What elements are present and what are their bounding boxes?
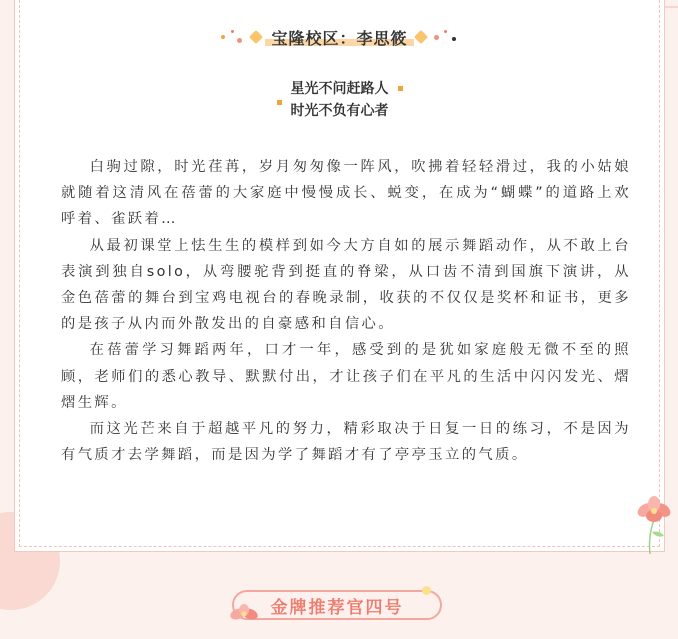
- flower-decoration: [628, 496, 676, 556]
- article-body: [61, 154, 631, 468]
- marker-square: [398, 86, 403, 91]
- marker-square: [277, 100, 282, 105]
- title-row: [15, 22, 664, 52]
- footer-badge-wrap: [232, 590, 442, 622]
- subtitle-line-2: 时光不负有心者: [290, 103, 389, 119]
- paragraph: 而这光芒来自于超越平凡的努力，精彩取决于日复一日的练习，不是因为有气质才去学舞蹈，而是因为学了舞蹈才有了亭亭玉立的气质。: [61, 421, 631, 464]
- subtitle-line-1: 星光不问赶路人: [290, 81, 389, 97]
- page-title: 宝隆校区：李思筱: [265, 29, 413, 48]
- paragraph: 白驹过隙，时光荏苒，岁月匆匆像一阵风，吹拂着轻轻滑过，我的小姑娘就随着这清风在蓓蕾的大家庭中慢慢成长、蜕变，在成为“蝴蝶”的道路上欢呼着、雀跃着…: [61, 159, 631, 228]
- article-card: [14, 0, 665, 552]
- decorative-dot: [422, 586, 431, 595]
- flower-icon: [228, 602, 262, 626]
- footer-badge: 金牌推荐官四号: [232, 590, 442, 620]
- sparkle-left-decoration: [219, 29, 265, 45]
- paragraph: 从最初课堂上怯生生的模样到如今大方自如的展示舞蹈动作，从不敢上台表演到独自solo，从弯腰驼背到挺直的脊梁，从口齿不清到国旗下演讲，从金色蓓蕾的舞台到宝鸡电视台的春晚录制，收获的不仅仅是奖杯和证书，更多的是孩子从内而外散发出的自豪感和自信心。: [61, 237, 631, 333]
- subtitle-block: [15, 76, 664, 124]
- sparkle-right-decoration: [414, 29, 460, 45]
- paragraph: 在蓓蕾学习舞蹈两年，口才一年，感受到的是犹如家庭般无微不至的照顾，老师们的悉心教导、默默付出，才让孩子们在平凡的生活中闪闪发光、熠熠生辉。: [61, 342, 631, 411]
